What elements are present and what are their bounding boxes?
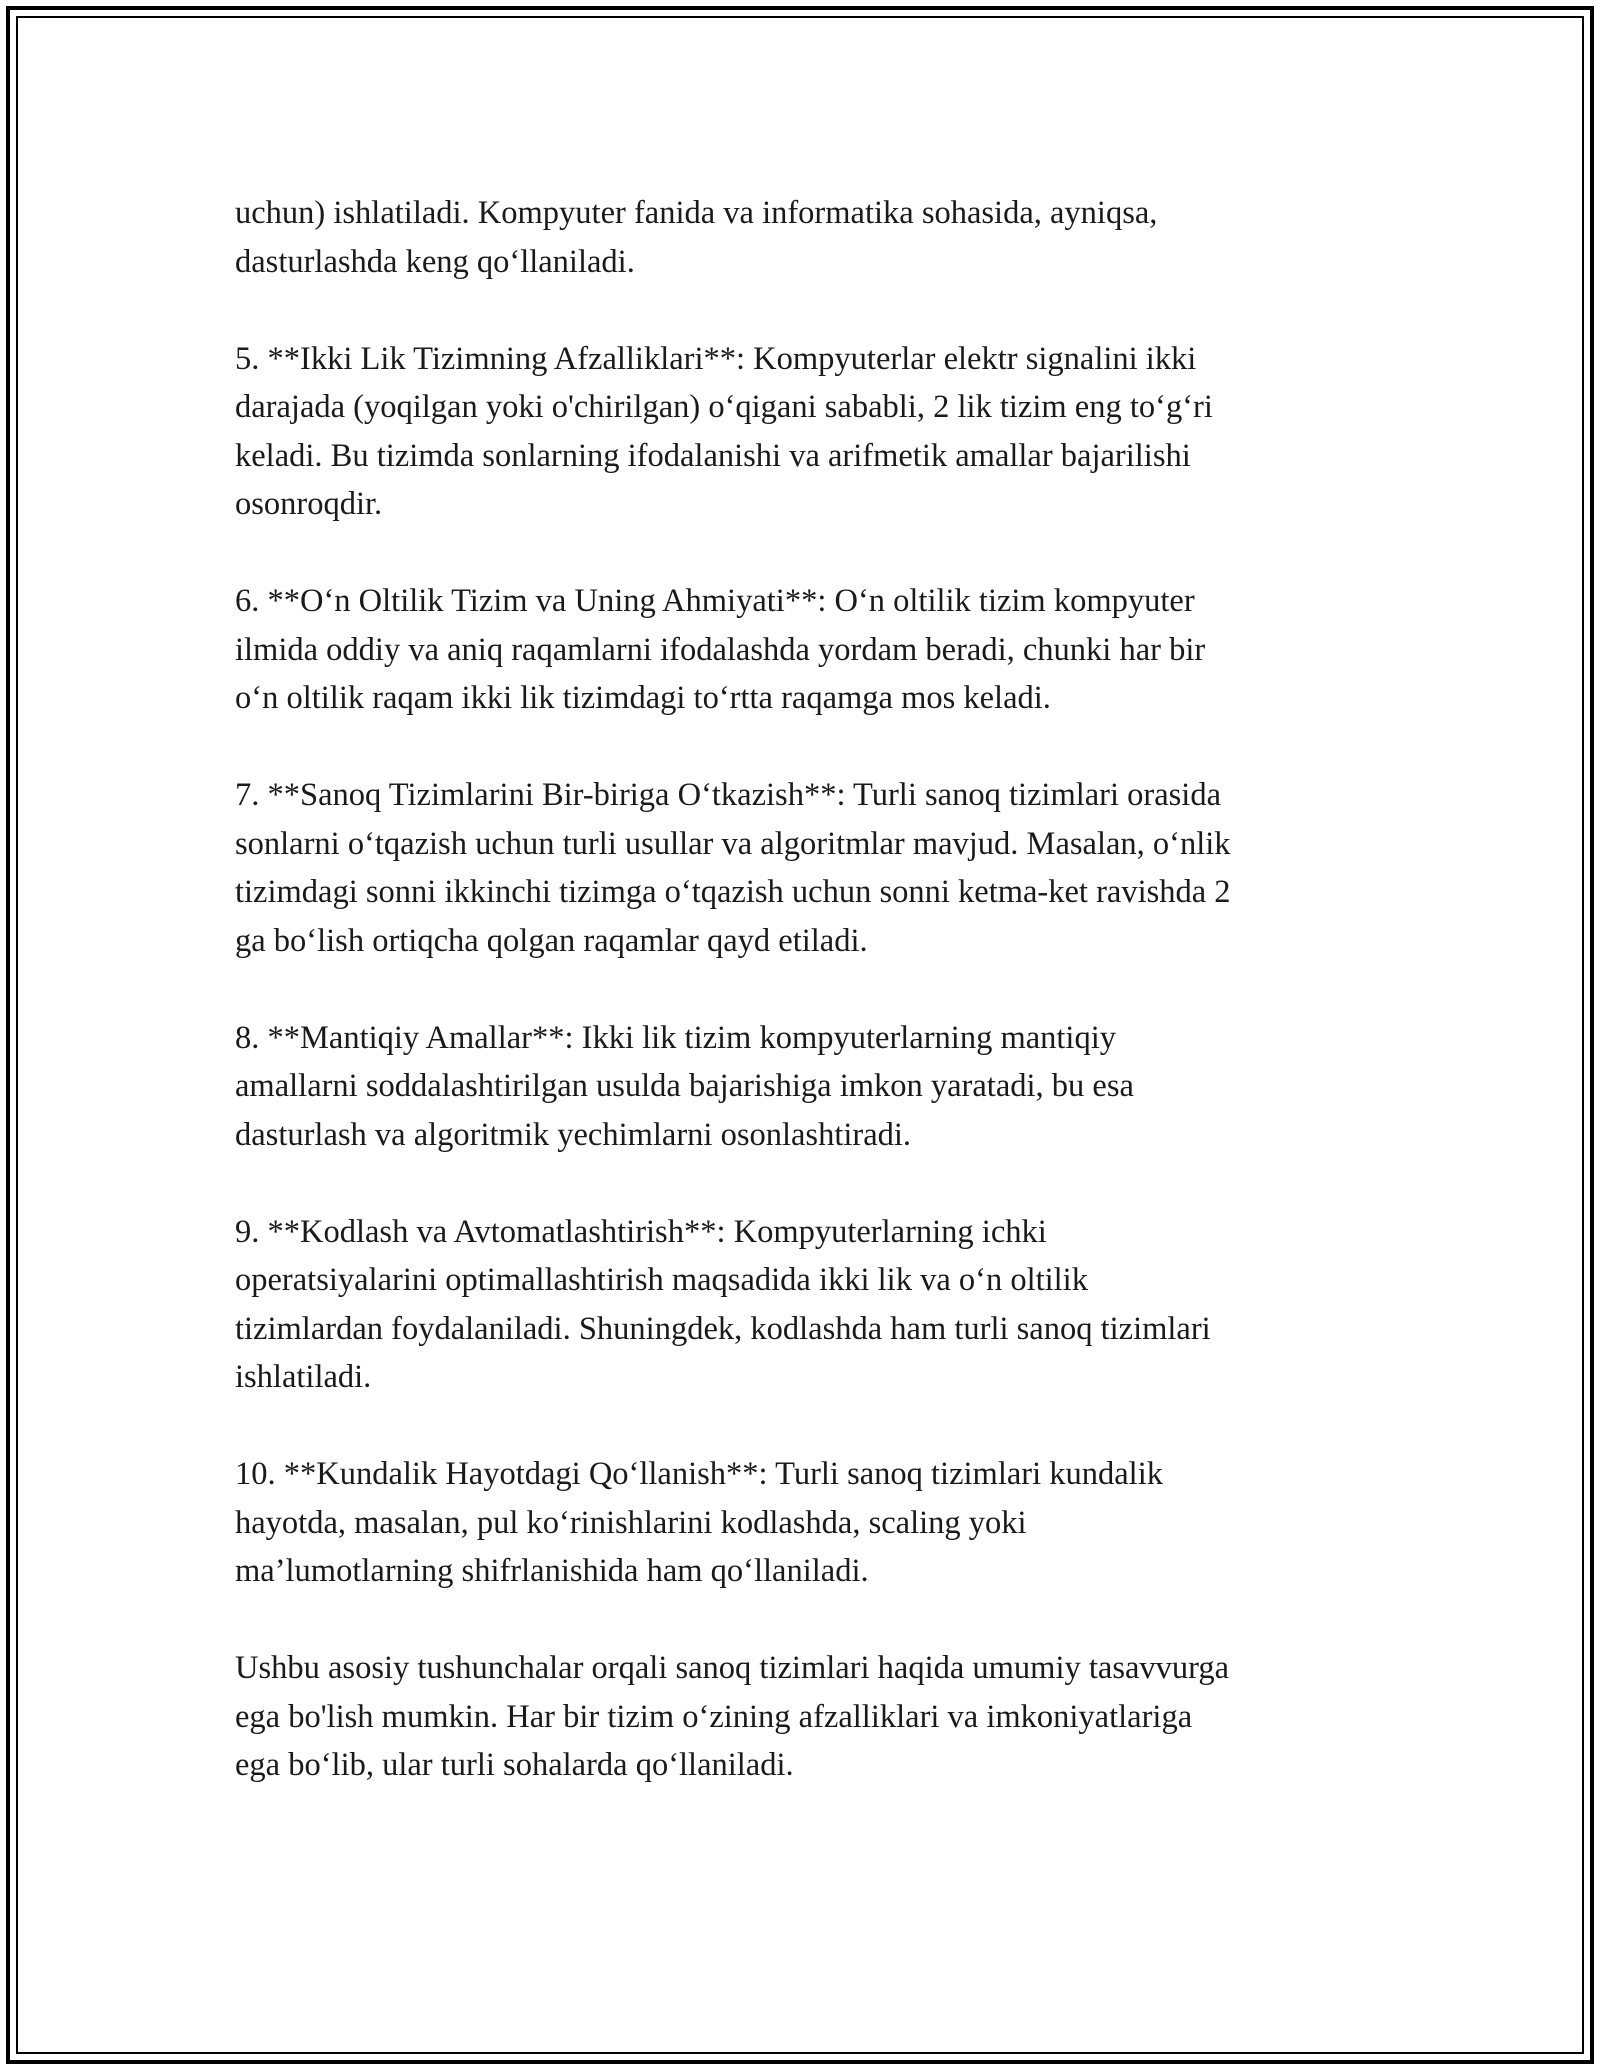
paragraph-item-5 <box>235 335 1385 529</box>
text-line: hayotda, masalan, pul ko‘rinishlarini kodlashda, scaling yoki <box>235 1504 1027 1541</box>
text-line: 9. **Kodlash va Avtomatlashtirish**: Kompyuterlarning ichki <box>235 1213 1047 1250</box>
paragraph-conclusion <box>235 1644 1385 1790</box>
document-body <box>235 189 1385 1838</box>
text-line: uchun) ishlatiladi. Kompyuter fanida va informatika sohasida, ayniqsa, <box>235 195 1158 231</box>
text-line: Ushbu asosiy tushunchalar orqali sanoq tizimlari haqida umumiy tasavvurga <box>235 1650 1230 1686</box>
text-line: ega bo‘lib, ular turli sohalarda qo‘llaniladi. <box>235 1747 794 1783</box>
text-line: 7. **Sanoq Tizimlarini Bir-biriga O‘tkazish**: Turli sanoq tizimlari orasida <box>235 777 1222 813</box>
text-line: ilmida oddiy va aniq raqamlarni ifodalashda yordam beradi, chunki har bir <box>235 631 1206 668</box>
paragraph-item-9 <box>235 1208 1385 1402</box>
text-line: sonlarni o‘tqazish uchun turli usullar va algoritmlar mavjud. Masalan, o‘nlik <box>235 825 1231 862</box>
text-line: o‘n oltilik raqam ikki lik tizimdagi to‘rtta raqamga mos keladi. <box>235 680 1051 716</box>
text-line: keladi. Bu tizimda sonlarning ifodalanishi va arifmetik amallar bajarilishi <box>235 437 1191 474</box>
text-line: 6. **O‘n Oltilik Tizim va Uning Ahmiyati**: O‘n oltilik tizim kompyuter <box>235 583 1195 619</box>
text-line: amallarni soddalashtirilgan usulda bajarishiga imkon yaratadi, bu esa <box>235 1068 1134 1104</box>
text-line: dasturlash va algoritmik yechimlarni osonlashtiradi. <box>235 1116 912 1153</box>
text-line: ga bo‘lish ortiqcha qolgan raqamlar qayd etiladi. <box>235 922 868 959</box>
paragraph-item-6 <box>235 577 1385 723</box>
text-line: darajada (yoqilgan yoki o'chirilgan) o‘qigani sababli, 2 lik tizim eng to‘g‘ri <box>235 389 1213 425</box>
text-line: tizimlardan foydalaniladi. Shuningdek, kodlashda ham turli sanoq tizimlari <box>235 1310 1211 1347</box>
text-line: ma’lumotlarning shifrlanishida ham qo‘llaniladi. <box>235 1553 869 1589</box>
text-line: ega bo'lish mumkin. Har bir tizim o‘zining afzalliklari va imkoniyatlariga <box>235 1698 1193 1735</box>
text-line: dasturlashda keng qo‘llaniladi. <box>235 243 635 280</box>
text-line: 5. **Ikki Lik Tizimning Afzalliklari**: Kompyuterlar elektr signalini ikki <box>235 340 1197 377</box>
text-line: 8. **Mantiqiy Amallar**: Ikki lik tizim kompyuterlarning mantiqiy <box>235 1019 1116 1056</box>
paragraph-item-8 <box>235 1014 1385 1160</box>
paragraph-item-10 <box>235 1450 1385 1596</box>
text-line: osonroqdir. <box>235 486 383 522</box>
text-line: 10. **Kundalik Hayotdagi Qo‘llanish**: Turli sanoq tizimlari kundalik <box>235 1456 1163 1492</box>
text-line: ishlatiladi. <box>235 1359 372 1395</box>
paragraph-item-7 <box>235 771 1385 965</box>
paragraph-intro-continuation <box>235 189 1385 286</box>
text-line: operatsiyalarini optimallashtirish maqsadida ikki lik va o‘n oltilik <box>235 1262 1088 1298</box>
text-line: tizimdagi sonni ikkinchi tizimga o‘tqazish uchun sonni ketma-ket ravishda 2 <box>235 874 1231 910</box>
